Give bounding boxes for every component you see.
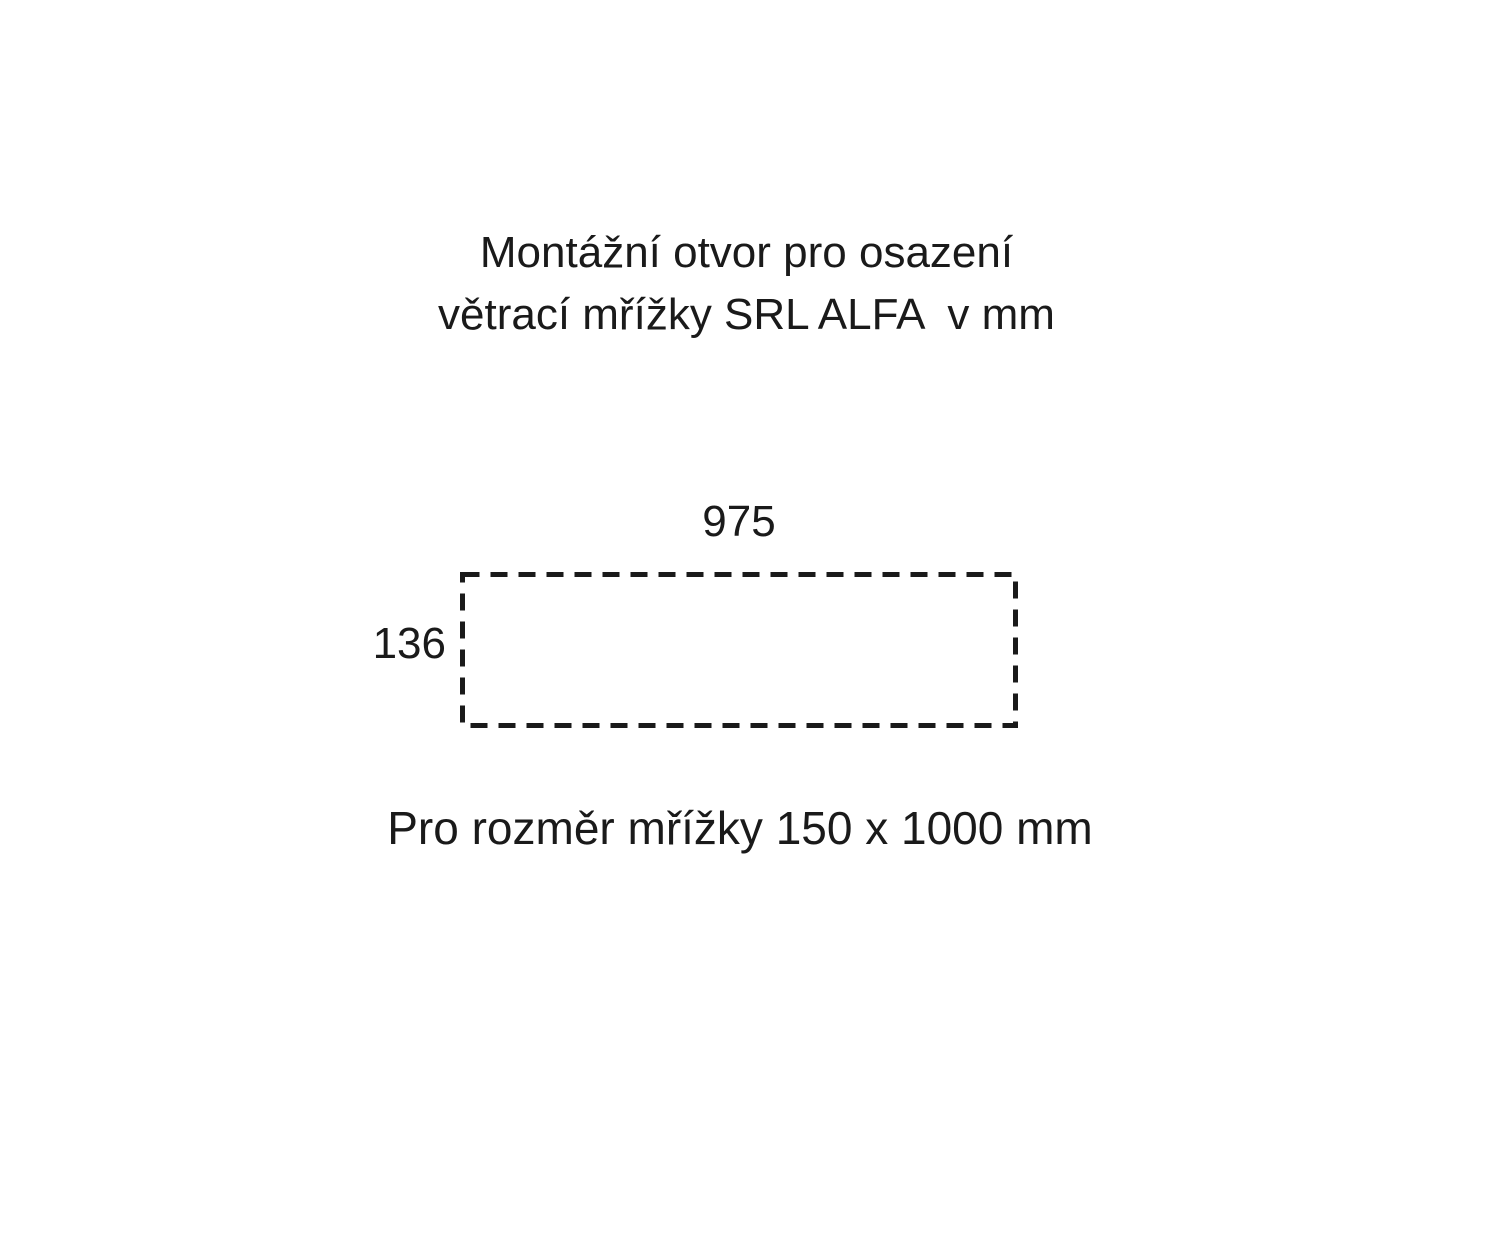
page-title-line2: větrací mřížky SRL ALFA v mm	[438, 290, 1055, 339]
page-title	[0, 222, 1493, 346]
mounting-hole-dashed-rectangle	[460, 572, 1018, 728]
width-dimension-label: 975	[702, 497, 776, 546]
page-title-line1: Montážní otvor pro osazení	[479, 228, 1014, 277]
dashed-rectangle-shape	[460, 572, 1018, 728]
height-dimension-label: 136	[372, 619, 446, 668]
grille-size-caption: Pro rozměr mřížky 150 x 1000 mm	[387, 802, 1093, 854]
